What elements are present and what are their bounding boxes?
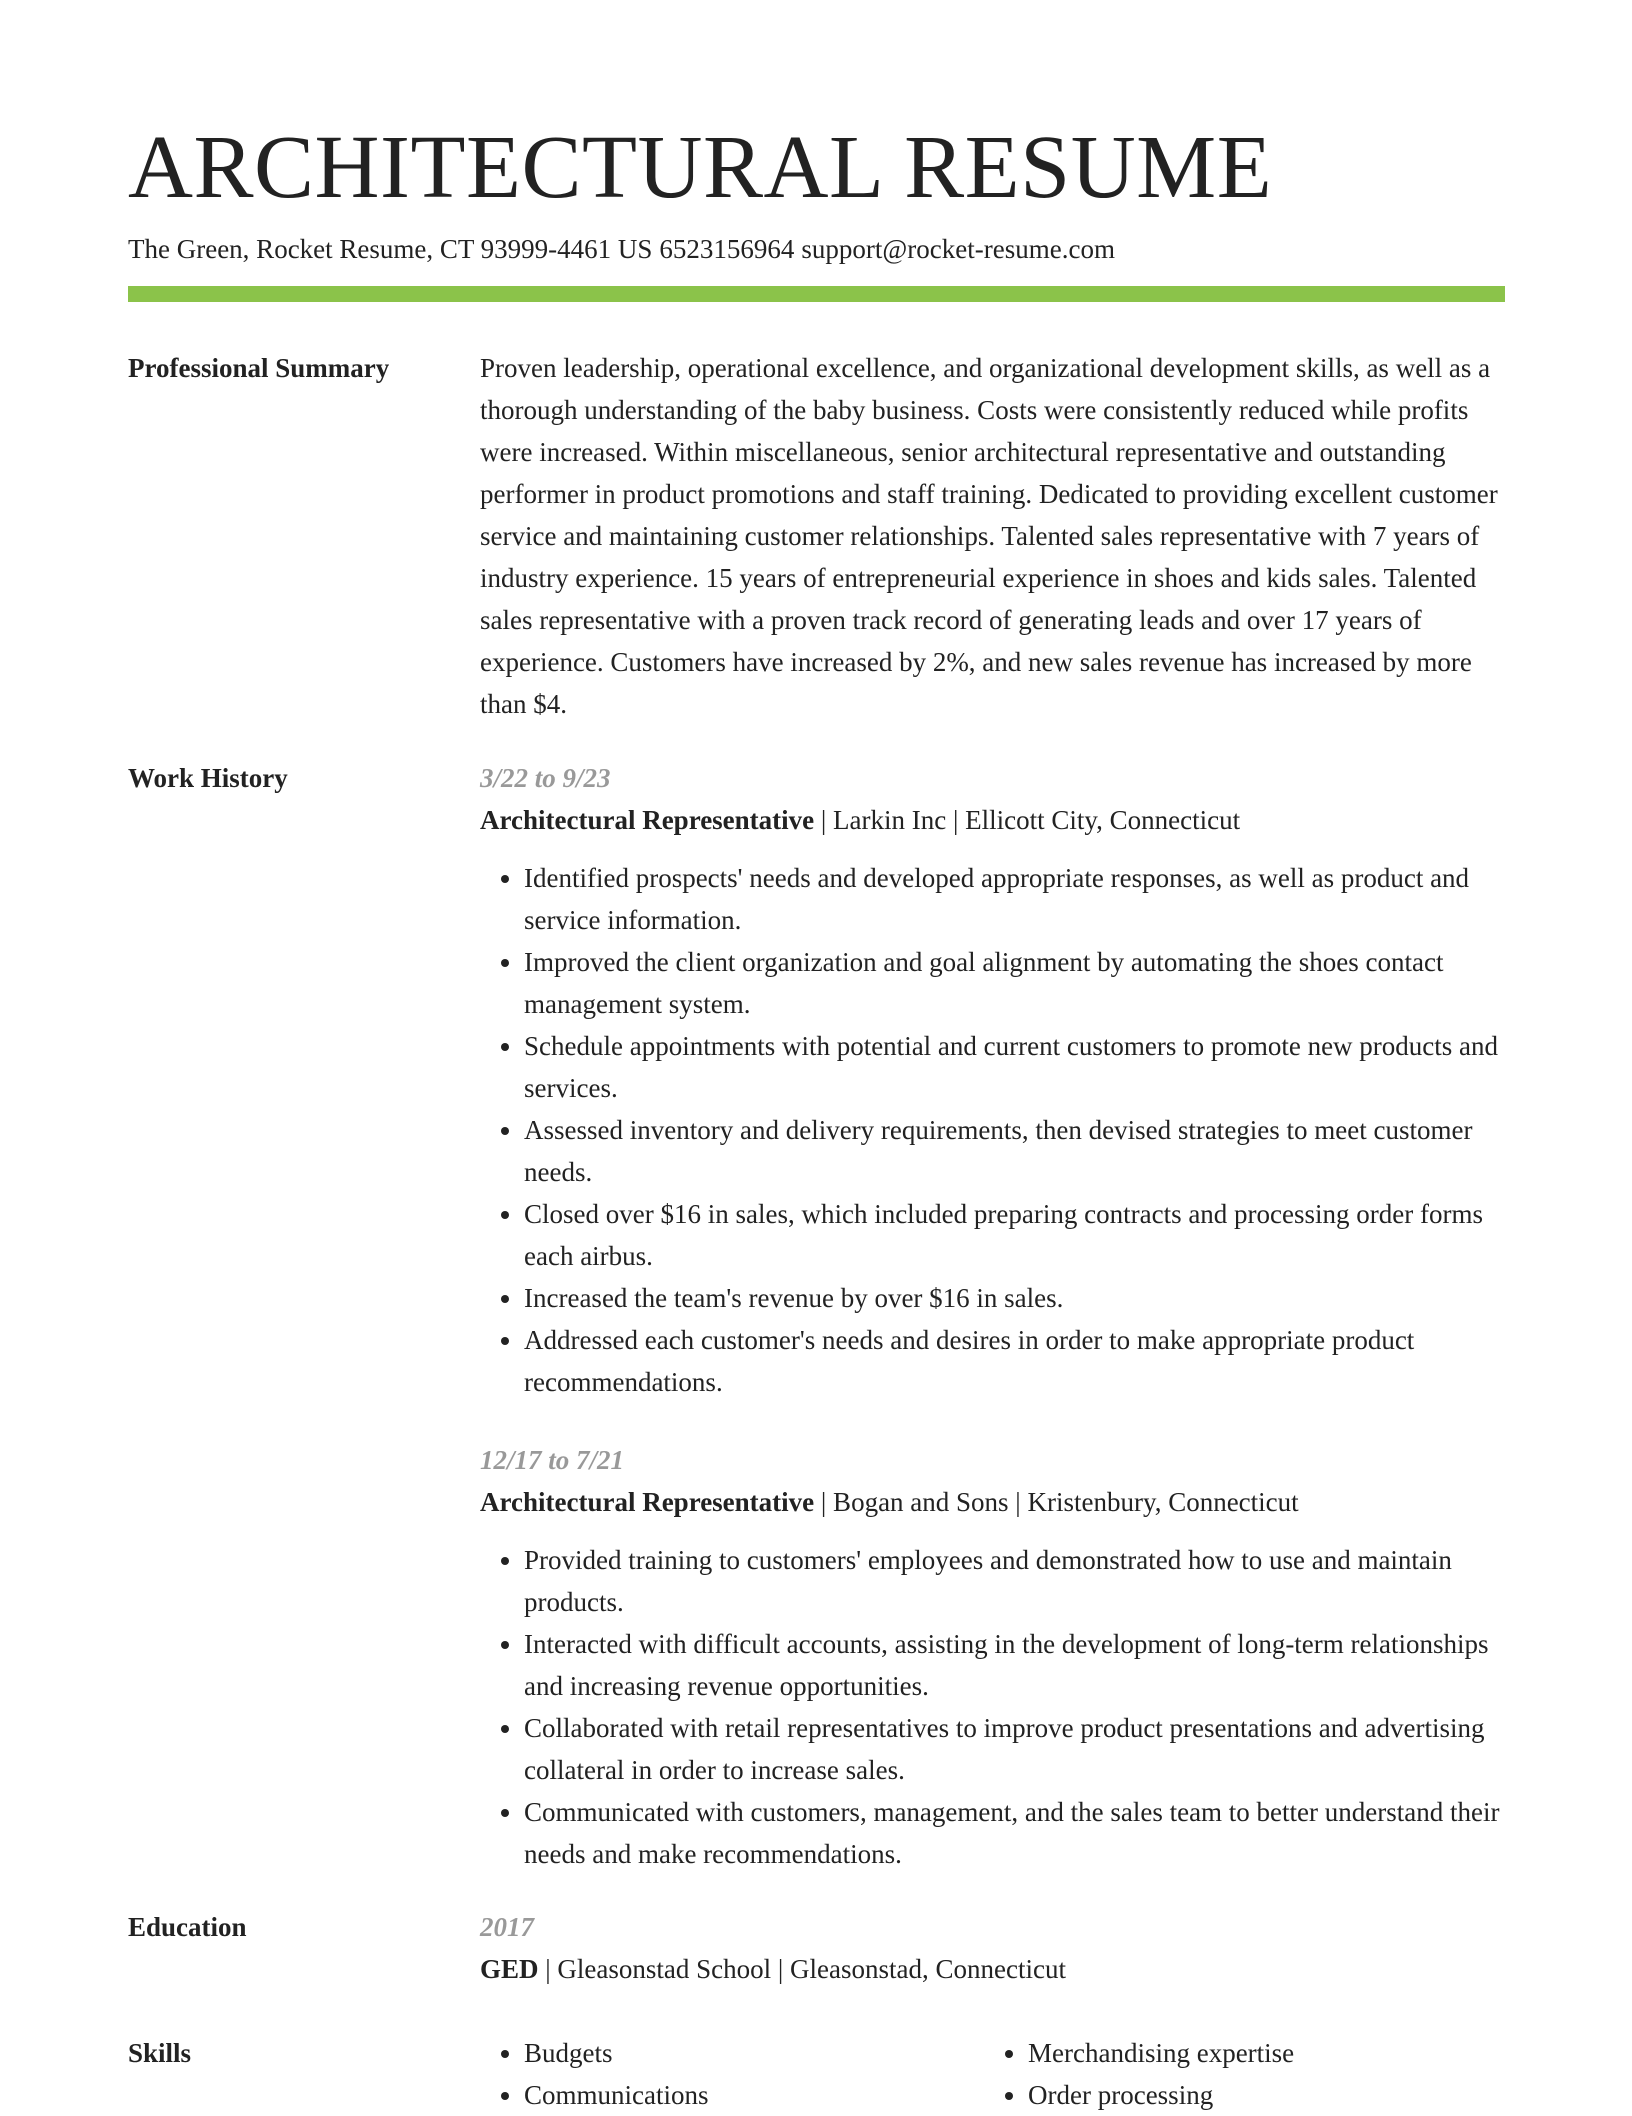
skills-heading: Skills xyxy=(128,2038,192,2068)
job-bullets xyxy=(480,1539,1505,1875)
summary-text: Proven leadership, operational excellence, and organizational development skills, as well as a thorough understanding of the baby business. Costs were consistently reduced while profits were increased. Within miscellaneous, senior architectural representative and outstanding performer in product promotions and staff training. Dedicated to providing excellent customer service and maintaining customer relationships. Talented sales representative with 7 years of industry experience. 15 years of entrepreneurial experience in shoes and kids sales. Talented sales representative with a proven track record of generating leads and over 17 years of experience. Customers have increased by 2%, and new sales revenue has increased by more than $4. xyxy=(480,353,1498,719)
resume-title: ARCHITECTURAL RESUME xyxy=(128,118,1273,217)
contact-line xyxy=(128,229,1115,269)
skills-body xyxy=(480,2032,1505,2116)
skill-item: • Budgets xyxy=(524,2032,984,2074)
job-entry xyxy=(480,757,1505,1403)
job-bullet: • Communicated with customers, management, and the sales team to better understand their needs and make recommendations. xyxy=(524,1791,1505,1875)
contact-address: The Green, Rocket Resume, CT 93999-4461 US xyxy=(128,234,653,264)
skill-item: • Merchandising expertise xyxy=(1028,2032,1488,2074)
job-title-line xyxy=(480,1481,1505,1523)
education-heading: Education xyxy=(128,1912,247,1942)
job-dates: 3/22 to 9/23 xyxy=(480,763,611,793)
job-title-line xyxy=(480,799,1505,841)
job-entry xyxy=(480,1439,1505,1875)
education-year: 2017 xyxy=(480,1912,534,1942)
header-divider xyxy=(128,286,1505,302)
skills-list-right xyxy=(984,2032,1488,2116)
education-school-location: | Gleasonstad School | Gleasonstad, Connecticut xyxy=(538,1954,1066,1984)
job-bullet: • Assessed inventory and delivery requirements, then devised strategies to meet customer needs. xyxy=(524,1109,1505,1193)
job-employer-location: | Bogan and Sons | Kristenbury, Connecticut xyxy=(814,1487,1299,1517)
job-bullet: • Improved the client organization and goal alignment by automating the shoes contact management system. xyxy=(524,941,1505,1025)
skill-item: • Communications xyxy=(524,2074,984,2116)
job-bullet: • Provided training to customers' employees and demonstrated how to use and maintain products. xyxy=(524,1539,1505,1623)
skill-item: • Order processing xyxy=(1028,2074,1488,2116)
summary-heading: Professional Summary xyxy=(128,353,390,383)
job-bullet: • Addressed each customer's needs and desires in order to make appropriate product recommendations. xyxy=(524,1319,1505,1403)
education-degree: GED xyxy=(480,1954,539,1984)
contact-email: support@rocket-resume.com xyxy=(801,234,1115,264)
work-history-body xyxy=(480,757,1505,1875)
education-line xyxy=(480,1948,1505,1990)
job-bullet: • Closed over $16 in sales, which included preparing contracts and processing order forms each airbus. xyxy=(524,1193,1505,1277)
job-title: Architectural Representative xyxy=(480,1487,815,1517)
contact-phone: 6523156964 xyxy=(659,234,795,264)
skills-list-left xyxy=(480,2032,984,2116)
job-employer-location: | Larkin Inc | Ellicott City, Connecticut xyxy=(814,805,1241,835)
work-history-heading: Work History xyxy=(128,763,288,793)
job-bullet: • Identified prospects' needs and developed appropriate responses, as well as product and service information. xyxy=(524,857,1505,941)
job-title: Architectural Representative xyxy=(480,805,815,835)
summary-body xyxy=(480,347,1505,725)
skills-columns xyxy=(480,2032,1505,2116)
education-body xyxy=(480,1906,1505,1990)
job-bullet: • Schedule appointments with potential and current customers to promote new products and services. xyxy=(524,1025,1505,1109)
job-bullet: • Interacted with difficult accounts, assisting in the development of long-term relationships and increasing revenue opportunities. xyxy=(524,1623,1505,1707)
job-bullets xyxy=(480,857,1505,1403)
job-bullet: • Increased the team's revenue by over $16 in sales. xyxy=(524,1277,1505,1319)
job-bullet: • Collaborated with retail representatives to improve product presentations and advertising collateral in order to increase sales. xyxy=(524,1707,1505,1791)
job-dates: 12/17 to 7/21 xyxy=(480,1445,625,1475)
